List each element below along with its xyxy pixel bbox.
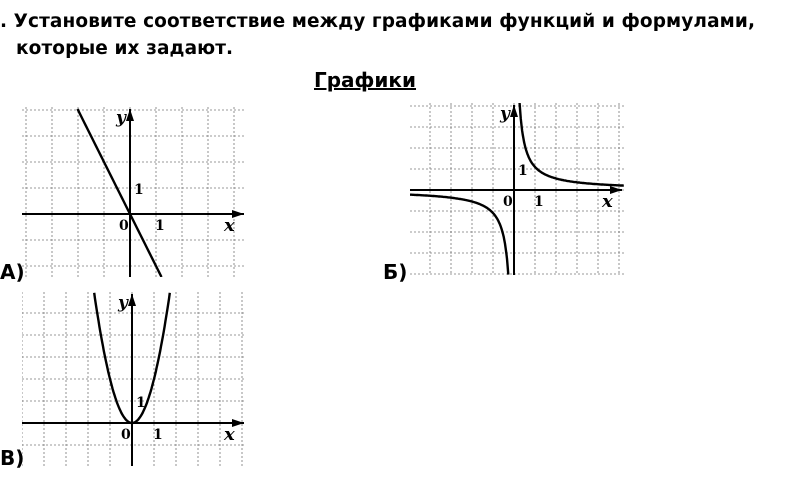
x-tick-label: 1 (155, 218, 165, 234)
graph-b-curve-left (410, 194, 508, 274)
graph-a-curve (78, 109, 162, 277)
graph-b (410, 103, 624, 275)
graph-a (22, 107, 246, 277)
x-tick-label: 1 (534, 194, 544, 210)
y-axis-arrow (128, 294, 136, 306)
y-axis-label: y (118, 293, 128, 313)
x-axis-label: x (224, 424, 235, 445)
y-axis-arrow (126, 109, 134, 121)
origin-label: 0 (121, 427, 131, 443)
graph-v-label: В) (0, 446, 25, 470)
y-tick-label: 1 (136, 395, 146, 411)
task-line-2: которые их задают. (16, 38, 234, 59)
y-tick-label: 1 (134, 182, 144, 198)
graphs-heading: Графики (314, 68, 417, 92)
task-text (0, 8, 790, 62)
origin-label: 0 (503, 194, 513, 210)
x-axis-label: x (602, 191, 613, 212)
graph-a-label: А) (0, 260, 25, 284)
y-axis-label: y (500, 104, 510, 124)
x-tick-label: 1 (153, 427, 163, 443)
graph-b-label: Б) (383, 260, 408, 284)
graph-v (22, 292, 246, 466)
graph-v-plot (22, 292, 246, 466)
graph-b-plot (410, 103, 624, 275)
origin-label: 0 (119, 218, 129, 234)
y-axis-label: y (116, 108, 126, 128)
y-tick-label: 1 (518, 163, 528, 179)
y-axis-arrow (510, 105, 518, 117)
x-axis-label: x (224, 215, 235, 236)
graph-a-plot (22, 107, 246, 277)
task-line-1: . Установите соответствие между графиками функций и формулами, (0, 8, 790, 35)
